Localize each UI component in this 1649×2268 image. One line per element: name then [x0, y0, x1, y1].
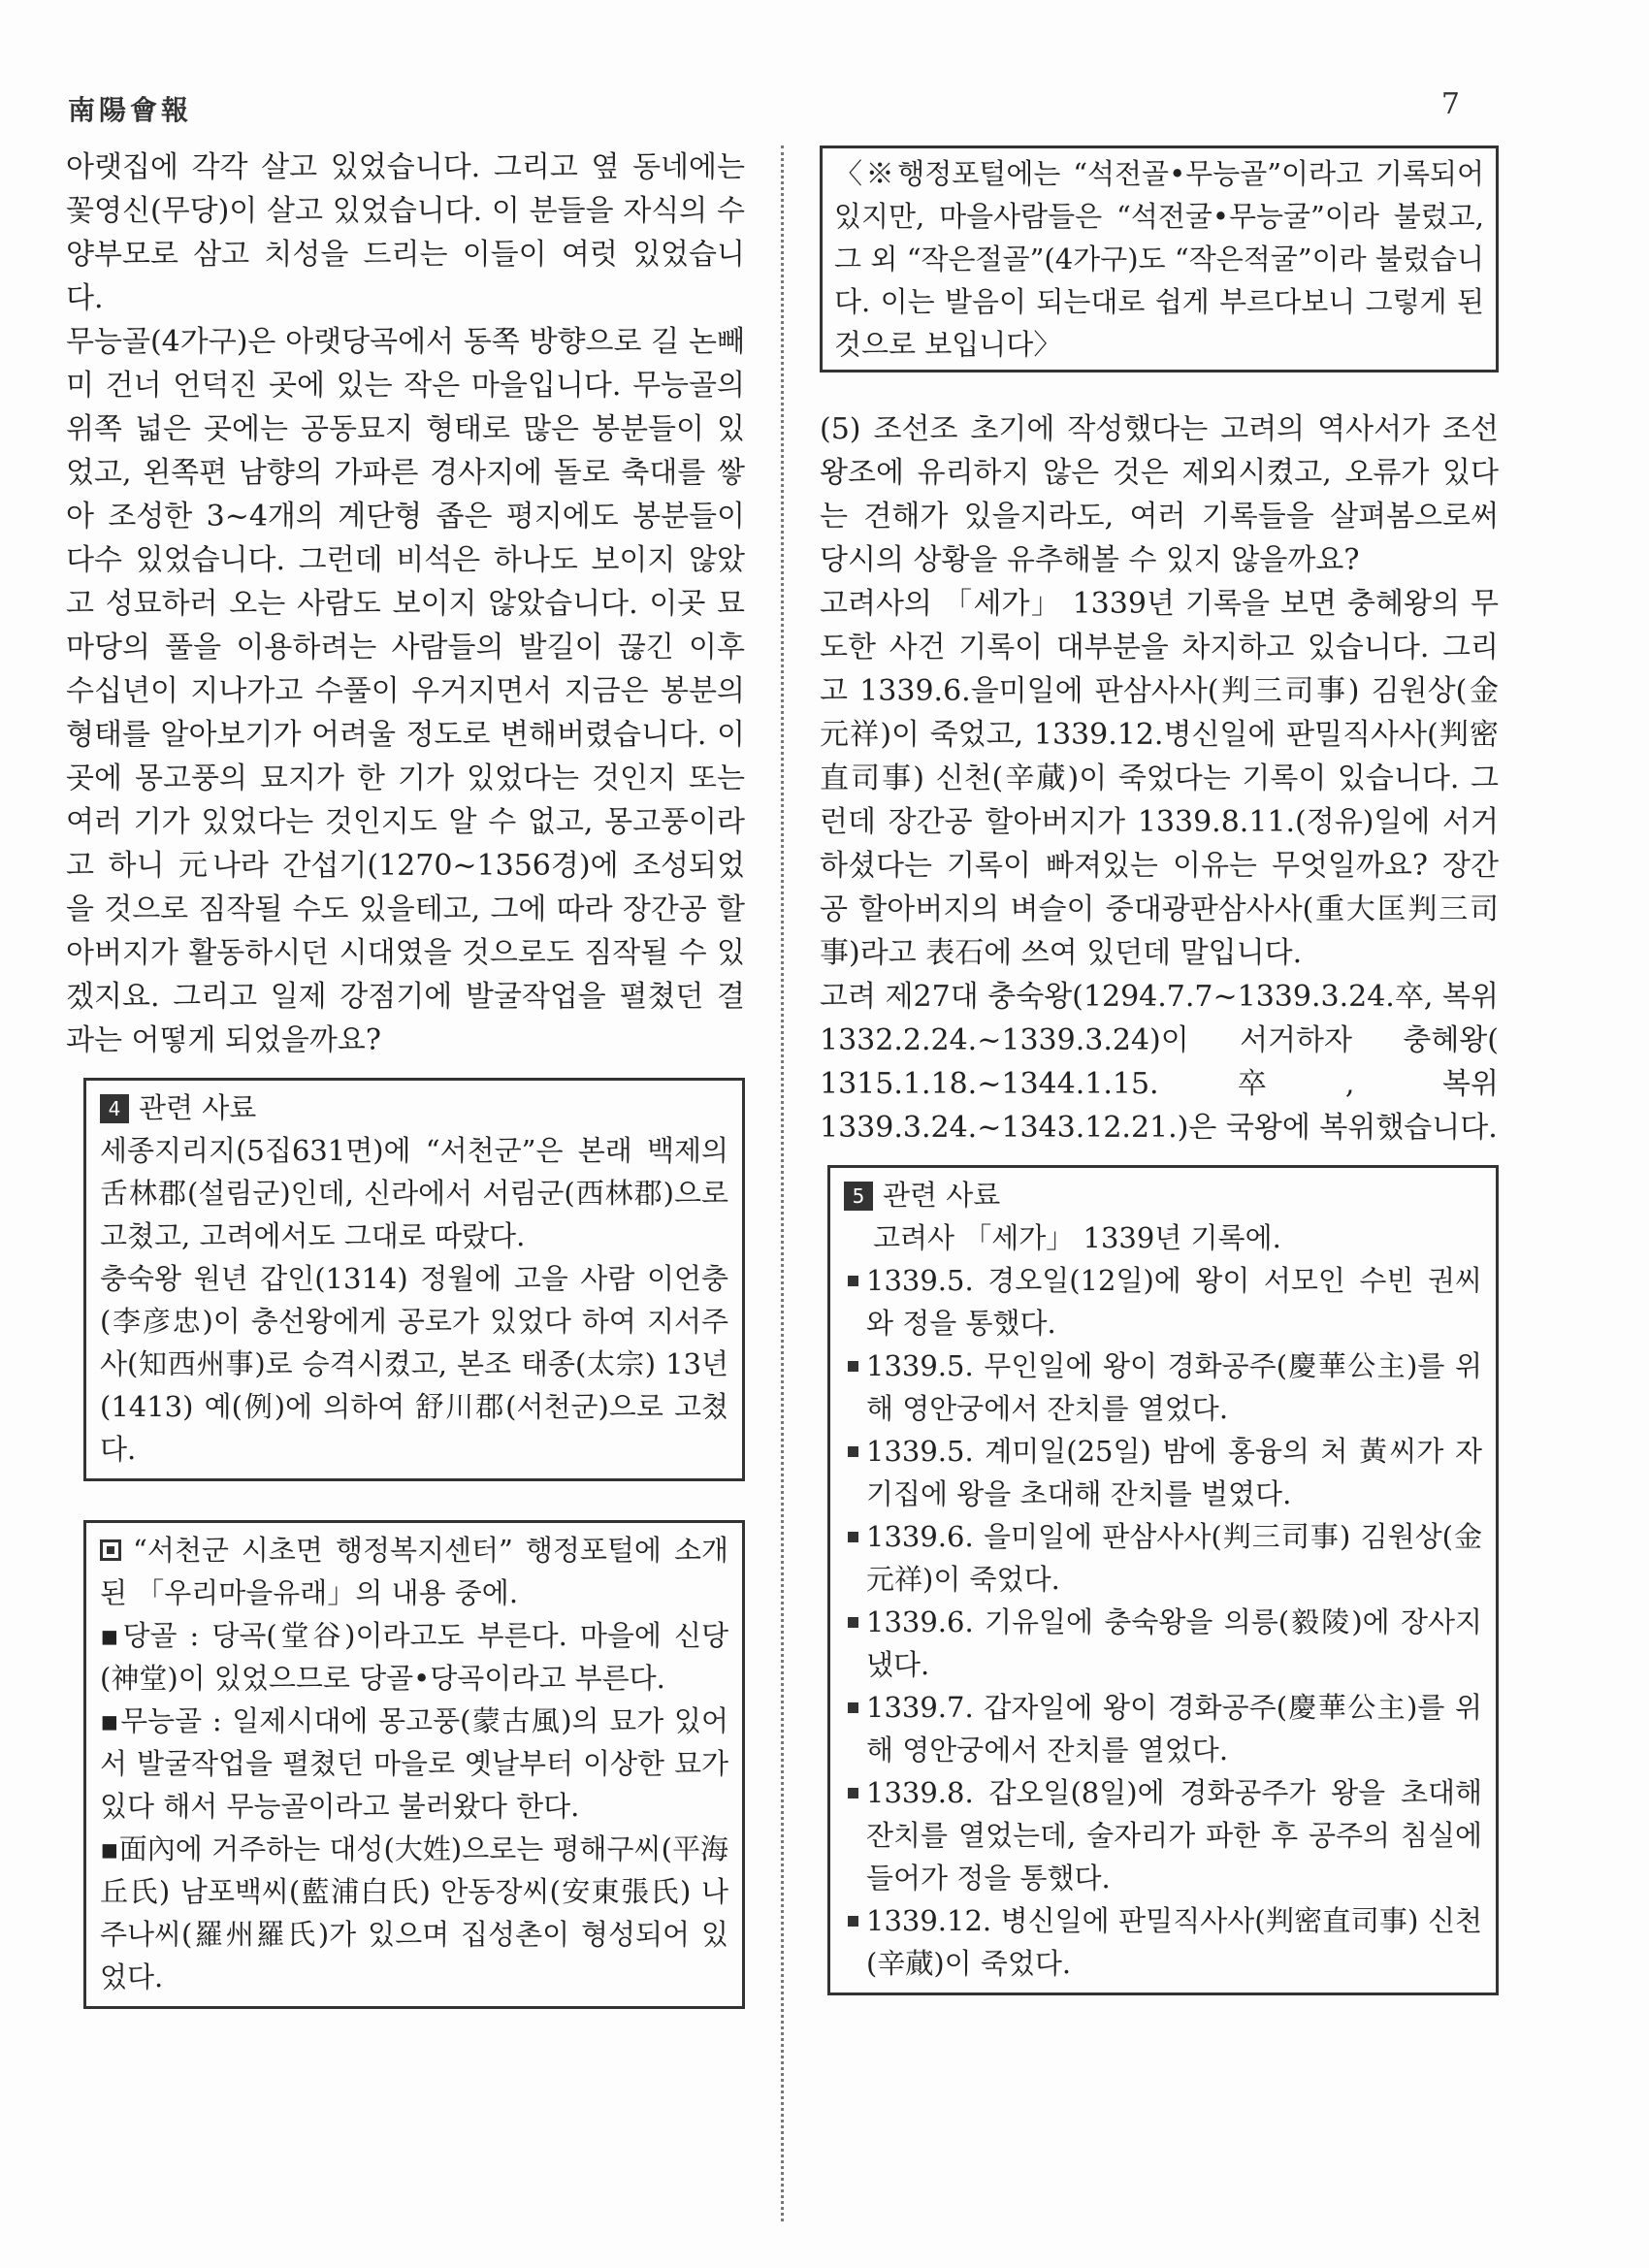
list-item	[844, 1771, 1482, 1899]
square-bullet-icon	[848, 1702, 858, 1713]
source-box-4	[83, 1078, 745, 1481]
square-bullet-icon	[848, 1916, 858, 1927]
portal-box	[83, 1520, 745, 2009]
left-column	[66, 146, 745, 2009]
number-badge: 4	[100, 1094, 129, 1123]
column-divider	[781, 146, 784, 2221]
right-column	[820, 146, 1499, 1995]
list-item	[844, 1430, 1482, 1515]
source-paragraph: 세종지리지(5집631면)에 “서천군”은 본래 백제의 舌林郡(설림군)인데, 신라에서 서림군(西林郡)으로 고쳤고, 고려에서도 그대로 따랐다.	[100, 1134, 728, 1252]
portal-item: ▪面內에 거주하는 대성(大姓)으로는 평해구씨(平海丘氏) 남포백씨(藍浦白氏) 안동장씨(安東張氏) 나주나씨(羅州羅氏)가 있으며 집성촌이 형성되어 있었다.	[100, 1832, 728, 1993]
note-box	[820, 146, 1499, 373]
list-item	[844, 1601, 1482, 1686]
page-number: 7	[1440, 87, 1460, 121]
portal-item: ▪무능골 : 일제시대에 몽고풍(蒙古風)의 묘가 있어서 발굴작업을 펼쳤던 마을로 옛날부터 이상한 묘가 있다 해서 무능골이라고 불러왔다 한다.	[100, 1704, 728, 1823]
list-item-text: 1339.7. 갑자일에 왕이 경화공주(慶華公主)를 위해 영안궁에서 잔치를 열었다.	[866, 1691, 1482, 1766]
list-item-text: 1339.6. 을미일에 판삼사사(判三司事) 김원상(金元祥)이 죽었다.	[866, 1520, 1482, 1596]
source-paragraph: 충숙왕 원년 갑인(1314) 정월에 고을 사람 이언충(李彦忠)이 충선왕에게 공로가 있었다 하여 지서주사(知西州事)로 승격시켰고, 본조 태종(太宗) 13년(1413) 예(例)에 의하여 舒川郡(서천군)으로 고쳤다.	[100, 1262, 728, 1466]
list-item	[844, 1899, 1482, 1985]
list-item-text: 1339.12. 병신일에 판밀직사사(判密直司事) 신천(辛蕆)이 죽었다.	[866, 1904, 1482, 1980]
square-bullet-icon	[848, 1446, 858, 1457]
square-bullet-icon	[848, 1361, 858, 1372]
note-text: 〈※행정포털에는 “석전골•무능골”이라고 기록되어있지만, 마을사람들은 “석전굴•무능굴”이라 불렀고, 그 외 “작은절골”(4가구)도 “작은적굴”이라 불렀습니다. 이는 발음이 되는대로 쉽게 부르다보니 그렇게 된 것으로 보입니다〉	[834, 157, 1484, 361]
list-item-text: 1339.6. 기유일에 충숙왕을 의릉(毅陵)에 장사지냈다.	[866, 1605, 1482, 1681]
source-box-heading	[100, 1086, 728, 1129]
portal-item: ▪당골 : 당곡(堂谷)이라고도 부른다. 마을에 신당(神堂)이 있었으므로 당골•당곡이라고 부른다.	[100, 1619, 728, 1695]
list-item	[844, 1686, 1482, 1771]
source-box-title: 관련 사료	[883, 1179, 1001, 1212]
source-box-5	[827, 1165, 1499, 1995]
body-paragraph: (5) 조선조 초기에 작성했다는 고려의 역사서가 조선왕조에 유리하지 않은 것은 제외시켰고, 오류가 있다는 견해가 있을지라도, 여러 기록들을 살펴봄으로써 당시의 상황을 유추해볼 수 있지 않을까요?	[820, 412, 1499, 577]
square-bullet-icon	[848, 1617, 858, 1628]
source-intro: 고려사 「세가」 1339년 기록에.	[873, 1221, 1281, 1254]
body-paragraph: 고려사의 「세가」 1339년 기록을 보면 충혜왕의 무도한 사건 기록이 대부분을 차지하고 있습니다. 그리고 1339.6.을미일에 판삼사사(判三司事) 김원상(金元祥)이 죽었고, 1339.12.병신일에 판밀직사사(判密直司事) 신천(辛蕆)이 죽었다는 기록이 있습니다. 그런데 장간공 할아버지가 1339.8.11.(정유)일에 서거하셨다는 기록이 빠져있는 이유는 무엇일까요? 장간공 할아버지의 벼슬이 중대광판삼사사(重大匡判三司事)라고 表石에 쓰여 있던데 말입니다.	[820, 587, 1499, 970]
square-bullet-icon	[848, 1532, 858, 1542]
square-bullet-icon	[100, 1539, 121, 1561]
masthead: 南陽會報	[68, 94, 193, 126]
body-paragraph: 아랫집에 각각 살고 있었습니다. 그리고 옆 동네에는 꽃영신(무당)이 살고 있었습니다. 이 분들을 자식의 수양부모로 삼고 치성을 드리는 이들이 여럿 있었습니다.	[66, 150, 745, 315]
body-paragraph: 무능골(4가구)은 아랫당곡에서 동쪽 방향으로 길 논빼미 건너 언덕진 곳에 있는 작은 마을입니다. 무능골의 위쪽 넓은 곳에는 공동묘지 형태로 많은 봉분들이 있었고, 왼쪽편 남향의 가파른 경사지에 돌로 축대를 쌓아 조성한 3~4개의 계단형 좁은 평지에도 봉분들이 다수 있었습니다. 그런데 비석은 하나도 보이지 않았고 성묘하러 오는 사람도 보이지 않았습니다. 이곳 묘마당의 풀을 이용하려는 사람들의 발길이 끊긴 이후 수십년이 지나가고 수풀이 우거지면서 지금은 봉분의 형태를 알아보기가 어려울 정도로 변해버렸습니다. 이곳에 몽고풍의 묘지가 한 기가 있었다는 것인지 또는 여러 기가 있었다는 것인지도 알 수 없고, 몽고풍이라고 하니 元나라 간섭기(1270~1356경)에 조성되었을 것으로 짐작될 수도 있을테고, 그에 따라 장간공 할아버지가 활동하시던 시대였을 것으로도 짐작될 수 있겠지요. 그리고 일제 강점기에 발굴작업을 펼쳤던 결과는 어떻게 되었을까요?	[66, 325, 745, 1057]
list-item-text: 1339.5. 무인일에 왕이 경화공주(慶華公主)를 위해 영안궁에서 잔치를 열었다.	[866, 1349, 1482, 1425]
list-item	[844, 1259, 1482, 1345]
list-item-text: 1339.8. 갑오일(8일)에 경화공주가 왕을 초대해 잔치를 열었는데, 술자리가 파한 후 공주의 침실에 들어가 정을 통했다.	[866, 1776, 1482, 1895]
source-box-title: 관련 사료	[139, 1091, 257, 1124]
list-item-text: 1339.5. 계미일(25일) 밤에 홍융의 처 黃씨가 자기집에 왕을 초대해 잔치를 벌였다.	[866, 1435, 1482, 1510]
square-bullet-icon	[848, 1276, 858, 1286]
list-item	[844, 1345, 1482, 1430]
square-bullet-icon	[848, 1788, 858, 1798]
portal-box-title: “서천군 시초면 행정복지센터” 행정포털에 소개된 「우리마을유래」의 내용 중에.	[100, 1534, 728, 1609]
body-paragraph: 고려 제27대 충숙왕(1294.7.7~1339.3.24.卒, 복위 1332.2.24.~1339.3.24)이 서거하자 충혜왕( 1315.1.18.~1344.1.15.卒, 복위 1339.3.24.~1343.12.21.)은 국왕에 복위했습니다.	[820, 980, 1499, 1145]
list-item-text: 1339.5. 경오일(12일)에 왕이 서모인 수빈 권씨와 정을 통했다.	[866, 1264, 1482, 1340]
source-box-heading	[844, 1174, 1482, 1216]
number-badge: 5	[844, 1182, 873, 1211]
list-item	[844, 1515, 1482, 1601]
portal-box-heading	[100, 1529, 728, 1614]
